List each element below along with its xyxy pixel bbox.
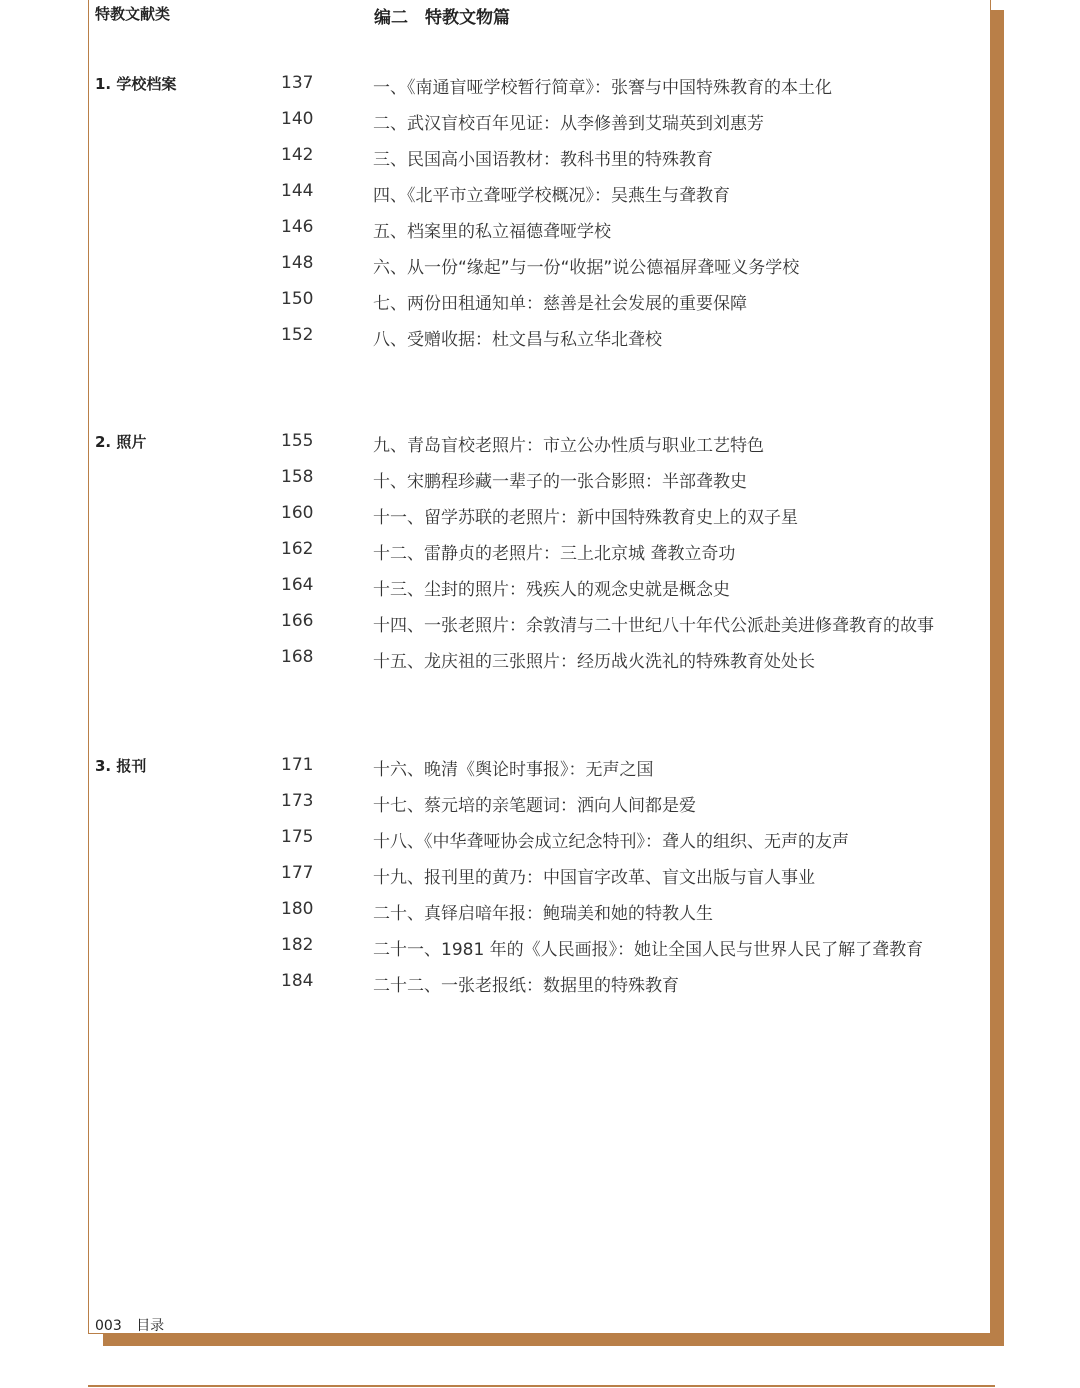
section-label: 1. 学校档案 — [95, 75, 177, 93]
toc-entry[interactable] — [89, 647, 992, 677]
toc-page-number: 146 — [281, 217, 314, 237]
toc-page-number: 175 — [281, 827, 314, 847]
toc-page-number: 164 — [281, 575, 314, 595]
toc-entry[interactable] — [89, 181, 992, 211]
toc-entry-title: 八、受赠收据：杜文昌与私立华北聋校 — [373, 330, 662, 350]
toc-entry[interactable] — [89, 325, 992, 355]
toc-entry-title: 一、《南通盲哑学校暂行简章》：张謇与中国特殊教育的本土化 — [373, 78, 832, 98]
footer-page-number: 003 — [95, 1318, 122, 1334]
toc-page-number: 150 — [281, 289, 314, 309]
toc-entry-title: 十四、一张老照片：余敦清与二十世纪八十年代公派赴美进修聋教育的故事 — [373, 616, 934, 636]
toc-entry[interactable] — [89, 791, 992, 821]
toc-entry[interactable] — [89, 899, 992, 929]
toc-entry[interactable] — [89, 971, 992, 1001]
running-header-category: 特教文献类 — [95, 5, 171, 23]
toc-page-number: 184 — [281, 971, 314, 991]
toc-entry[interactable] — [89, 539, 992, 569]
section-label: 3. 报刊 — [95, 757, 147, 775]
toc-page-number: 152 — [281, 325, 314, 345]
toc-entry-title: 十九、报刊里的黄乃：中国盲字改革、盲文出版与盲人事业 — [373, 868, 815, 888]
toc-entry-title: 七、两份田租通知单：慈善是社会发展的重要保障 — [373, 294, 747, 314]
toc-page-number: 140 — [281, 109, 314, 129]
toc-entry[interactable] — [89, 503, 992, 533]
toc-page-number: 142 — [281, 145, 314, 165]
toc-entry[interactable] — [89, 109, 992, 139]
toc-entry-title: 二十一、1981 年的《人民画报》：她让全国人民与世界人民了解了聋教育 — [373, 940, 924, 960]
toc-entry-title: 十三、尘封的照片：残疾人的观念史就是概念史 — [373, 580, 730, 600]
toc-entry[interactable] — [89, 145, 992, 175]
toc-page-number: 162 — [281, 539, 314, 559]
footer-label: 目录 — [136, 1318, 165, 1334]
toc-page-number: 173 — [281, 791, 314, 811]
toc-entry[interactable] — [89, 289, 992, 319]
toc-entry[interactable] — [89, 935, 992, 965]
toc-page-number: 137 — [281, 73, 314, 93]
toc-entry[interactable] — [89, 431, 992, 461]
toc-entry-title: 六、从一份“缘起”与一份“收据”说公德福屏聋哑义务学校 — [373, 258, 800, 278]
toc-entry[interactable] — [89, 73, 992, 103]
toc-page-number: 155 — [281, 431, 314, 451]
toc-entry[interactable] — [89, 755, 992, 785]
toc-entry-title: 九、青岛盲校老照片：市立公办性质与职业工艺特色 — [373, 436, 764, 456]
toc-entry[interactable] — [89, 217, 992, 247]
toc-entry-title: 十、宋鹏程珍藏一辈子的一张合影照：半部聋教史 — [373, 472, 747, 492]
toc-page-number: 171 — [281, 755, 314, 775]
toc-entry[interactable] — [89, 611, 992, 641]
toc-entry-title: 十五、龙庆祖的三张照片：经历战火洗礼的特殊教育处处长 — [373, 652, 815, 672]
toc-entry-title: 二、武汉盲校百年见证：从李修善到艾瑞英到刘惠芳 — [373, 114, 764, 134]
toc-page-number: 160 — [281, 503, 314, 523]
toc-page-number: 180 — [281, 899, 314, 919]
toc-page-number: 182 — [281, 935, 314, 955]
toc-entry[interactable] — [89, 863, 992, 893]
toc-entry-title: 十八、《中华聋哑协会成立纪念特刊》：聋人的组织、无声的友声 — [373, 832, 849, 852]
toc-page-number: 144 — [281, 181, 314, 201]
toc-entry-title: 五、档案里的私立福德聋哑学校 — [373, 222, 611, 242]
toc-entry-title: 十六、晚清《舆论时事报》：无声之国 — [373, 760, 654, 780]
toc-page-number: 158 — [281, 467, 314, 487]
toc-entry[interactable] — [89, 253, 992, 283]
bottom-rule — [88, 1385, 995, 1387]
running-header-part-title: 编二 特教文物篇 — [374, 8, 510, 28]
page-footer — [95, 1315, 174, 1335]
toc-entry[interactable] — [89, 467, 992, 497]
toc-entry[interactable] — [89, 575, 992, 605]
toc-entry-title: 二十、真铎启喑年报：鲍瑞美和她的特教人生 — [373, 904, 713, 924]
toc-page-number: 168 — [281, 647, 314, 667]
section-label: 2. 照片 — [95, 433, 147, 451]
toc-entry-title: 三、民国高小国语教材：教科书里的特殊教育 — [373, 150, 713, 170]
toc-page — [88, 0, 991, 1334]
toc-page-number: 177 — [281, 863, 314, 883]
toc-entry-title: 十二、雷静贞的老照片：三上北京城 聋教立奇功 — [373, 544, 736, 564]
toc-entry-title: 十一、留学苏联的老照片：新中国特殊教育史上的双子星 — [373, 508, 798, 528]
toc-entry-title: 十七、蔡元培的亲笔题词：洒向人间都是爱 — [373, 796, 696, 816]
toc-page-number: 166 — [281, 611, 314, 631]
toc-entry-title: 二十二、一张老报纸：数据里的特殊教育 — [373, 976, 679, 996]
toc-page-number: 148 — [281, 253, 314, 273]
toc-entry-title: 四、《北平市立聋哑学校概况》：吴燕生与聋教育 — [373, 186, 730, 206]
toc-entry[interactable] — [89, 827, 992, 857]
